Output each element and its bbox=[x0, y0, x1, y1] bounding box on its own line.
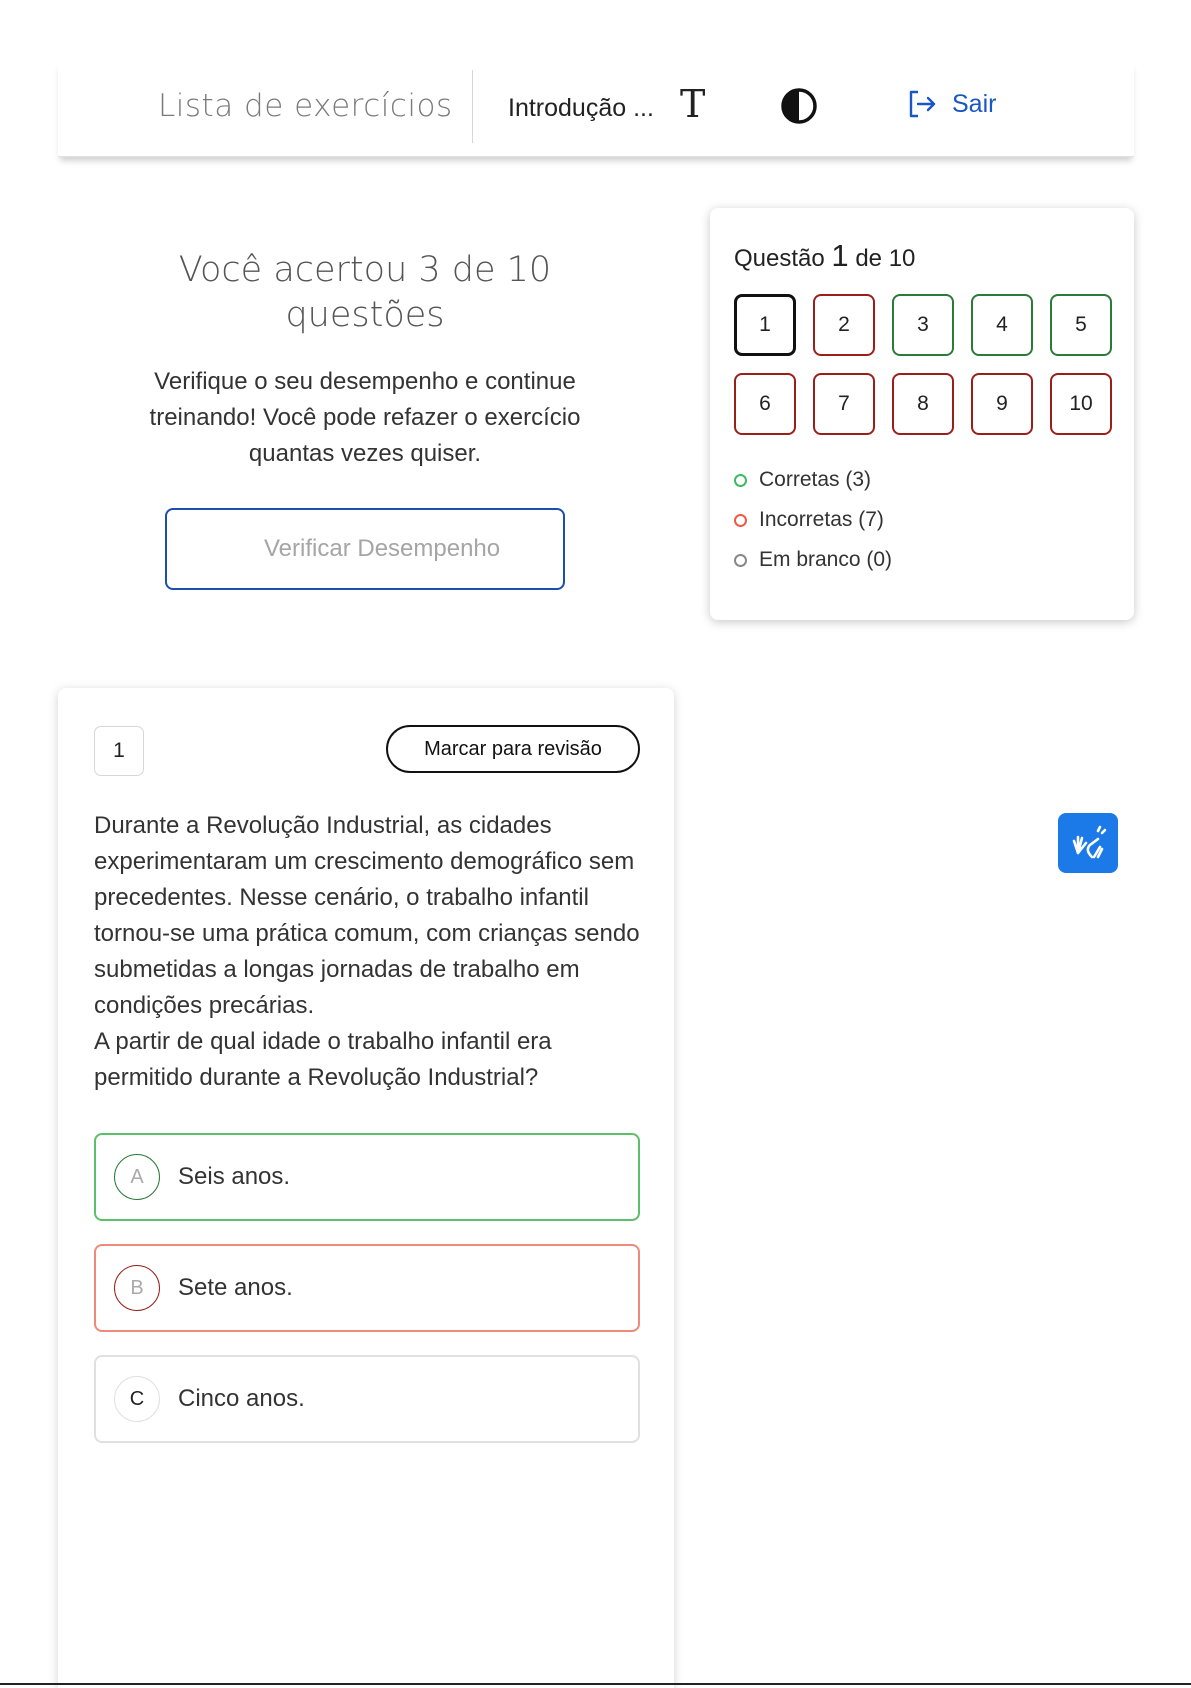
question-context: Durante a Revolução Industrial, as cidades experimentaram um crescimento demográfico sem precedentes. Nesse cenário, o trabalho infantil tornou-se uma prática comum, com crianças sendo submetidas a longas jornadas de trabalho em condições precárias. bbox=[94, 812, 640, 1019]
question-nav-button[interactable]: 9 bbox=[971, 373, 1033, 435]
answer-option-c[interactable] bbox=[94, 1355, 640, 1443]
option-text: Cinco anos. bbox=[178, 1385, 305, 1412]
option-letter: C bbox=[114, 1376, 160, 1422]
answer-option-a[interactable] bbox=[94, 1133, 640, 1221]
option-letter: A bbox=[114, 1154, 160, 1200]
legend-label: Corretas (3) bbox=[759, 468, 872, 491]
question-nav-button[interactable]: 1 bbox=[734, 294, 796, 356]
legend-label: Em branco (0) bbox=[759, 548, 893, 571]
legend-label: Incorretas (7) bbox=[759, 508, 884, 531]
answer-option-b[interactable] bbox=[94, 1244, 640, 1332]
question-number-badge: 1 bbox=[94, 726, 144, 776]
question-navigator bbox=[710, 208, 1134, 620]
option-letter: B bbox=[114, 1265, 160, 1311]
top-header bbox=[58, 60, 1134, 157]
result-description: Verifique o seu desempenho e continue treinando! Você pode refazer o exercício quantas vezes quiser. bbox=[149, 368, 581, 467]
navigator-heading bbox=[734, 238, 915, 274]
question-nav-button[interactable]: 3 bbox=[892, 294, 954, 356]
legend-dot-icon bbox=[734, 474, 747, 487]
legend-item bbox=[734, 468, 871, 492]
verify-performance-button[interactable]: Verificar Desempenho bbox=[165, 508, 565, 590]
course-name[interactable]: Introdução ... bbox=[508, 94, 654, 122]
question-text bbox=[94, 808, 654, 1096]
exit-label: Sair bbox=[952, 89, 997, 118]
heading-prefix: Questão bbox=[734, 245, 825, 272]
legend-dot-icon bbox=[734, 514, 747, 527]
header-divider bbox=[472, 70, 473, 143]
page-title: Lista de exercícios bbox=[158, 88, 453, 124]
legend-dot-icon bbox=[734, 554, 747, 567]
question-card bbox=[58, 688, 674, 1688]
current-question-number: 1 bbox=[831, 238, 849, 273]
legend-item bbox=[734, 548, 892, 572]
libras-accessibility-button[interactable] bbox=[1058, 813, 1118, 873]
option-text: Sete anos. bbox=[178, 1274, 293, 1301]
legend-item bbox=[734, 508, 884, 532]
contrast-icon[interactable] bbox=[780, 87, 818, 125]
result-title: Você acertou 3 de 10 questões bbox=[178, 250, 552, 335]
option-text: Seis anos. bbox=[178, 1163, 291, 1190]
question-nav-button[interactable]: 10 bbox=[1050, 373, 1112, 435]
question-nav-button[interactable]: 4 bbox=[971, 294, 1033, 356]
sign-language-hands-icon bbox=[1068, 823, 1108, 863]
heading-suffix: de 10 bbox=[855, 245, 916, 272]
question-nav-button[interactable]: 5 bbox=[1050, 294, 1112, 356]
text-size-icon[interactable]: T bbox=[680, 82, 706, 126]
question-nav-button[interactable]: 6 bbox=[734, 373, 796, 435]
mark-for-review-button[interactable]: Marcar para revisão bbox=[386, 725, 640, 773]
question-nav-button[interactable]: 8 bbox=[892, 373, 954, 435]
question-nav-button[interactable]: 2 bbox=[813, 294, 875, 356]
exit-icon bbox=[906, 88, 938, 120]
exit-button[interactable] bbox=[906, 88, 996, 120]
question-prompt: A partir de qual idade o trabalho infantil era permitido durante a Revolução Industrial? bbox=[94, 1028, 552, 1091]
question-nav-button[interactable]: 7 bbox=[813, 373, 875, 435]
